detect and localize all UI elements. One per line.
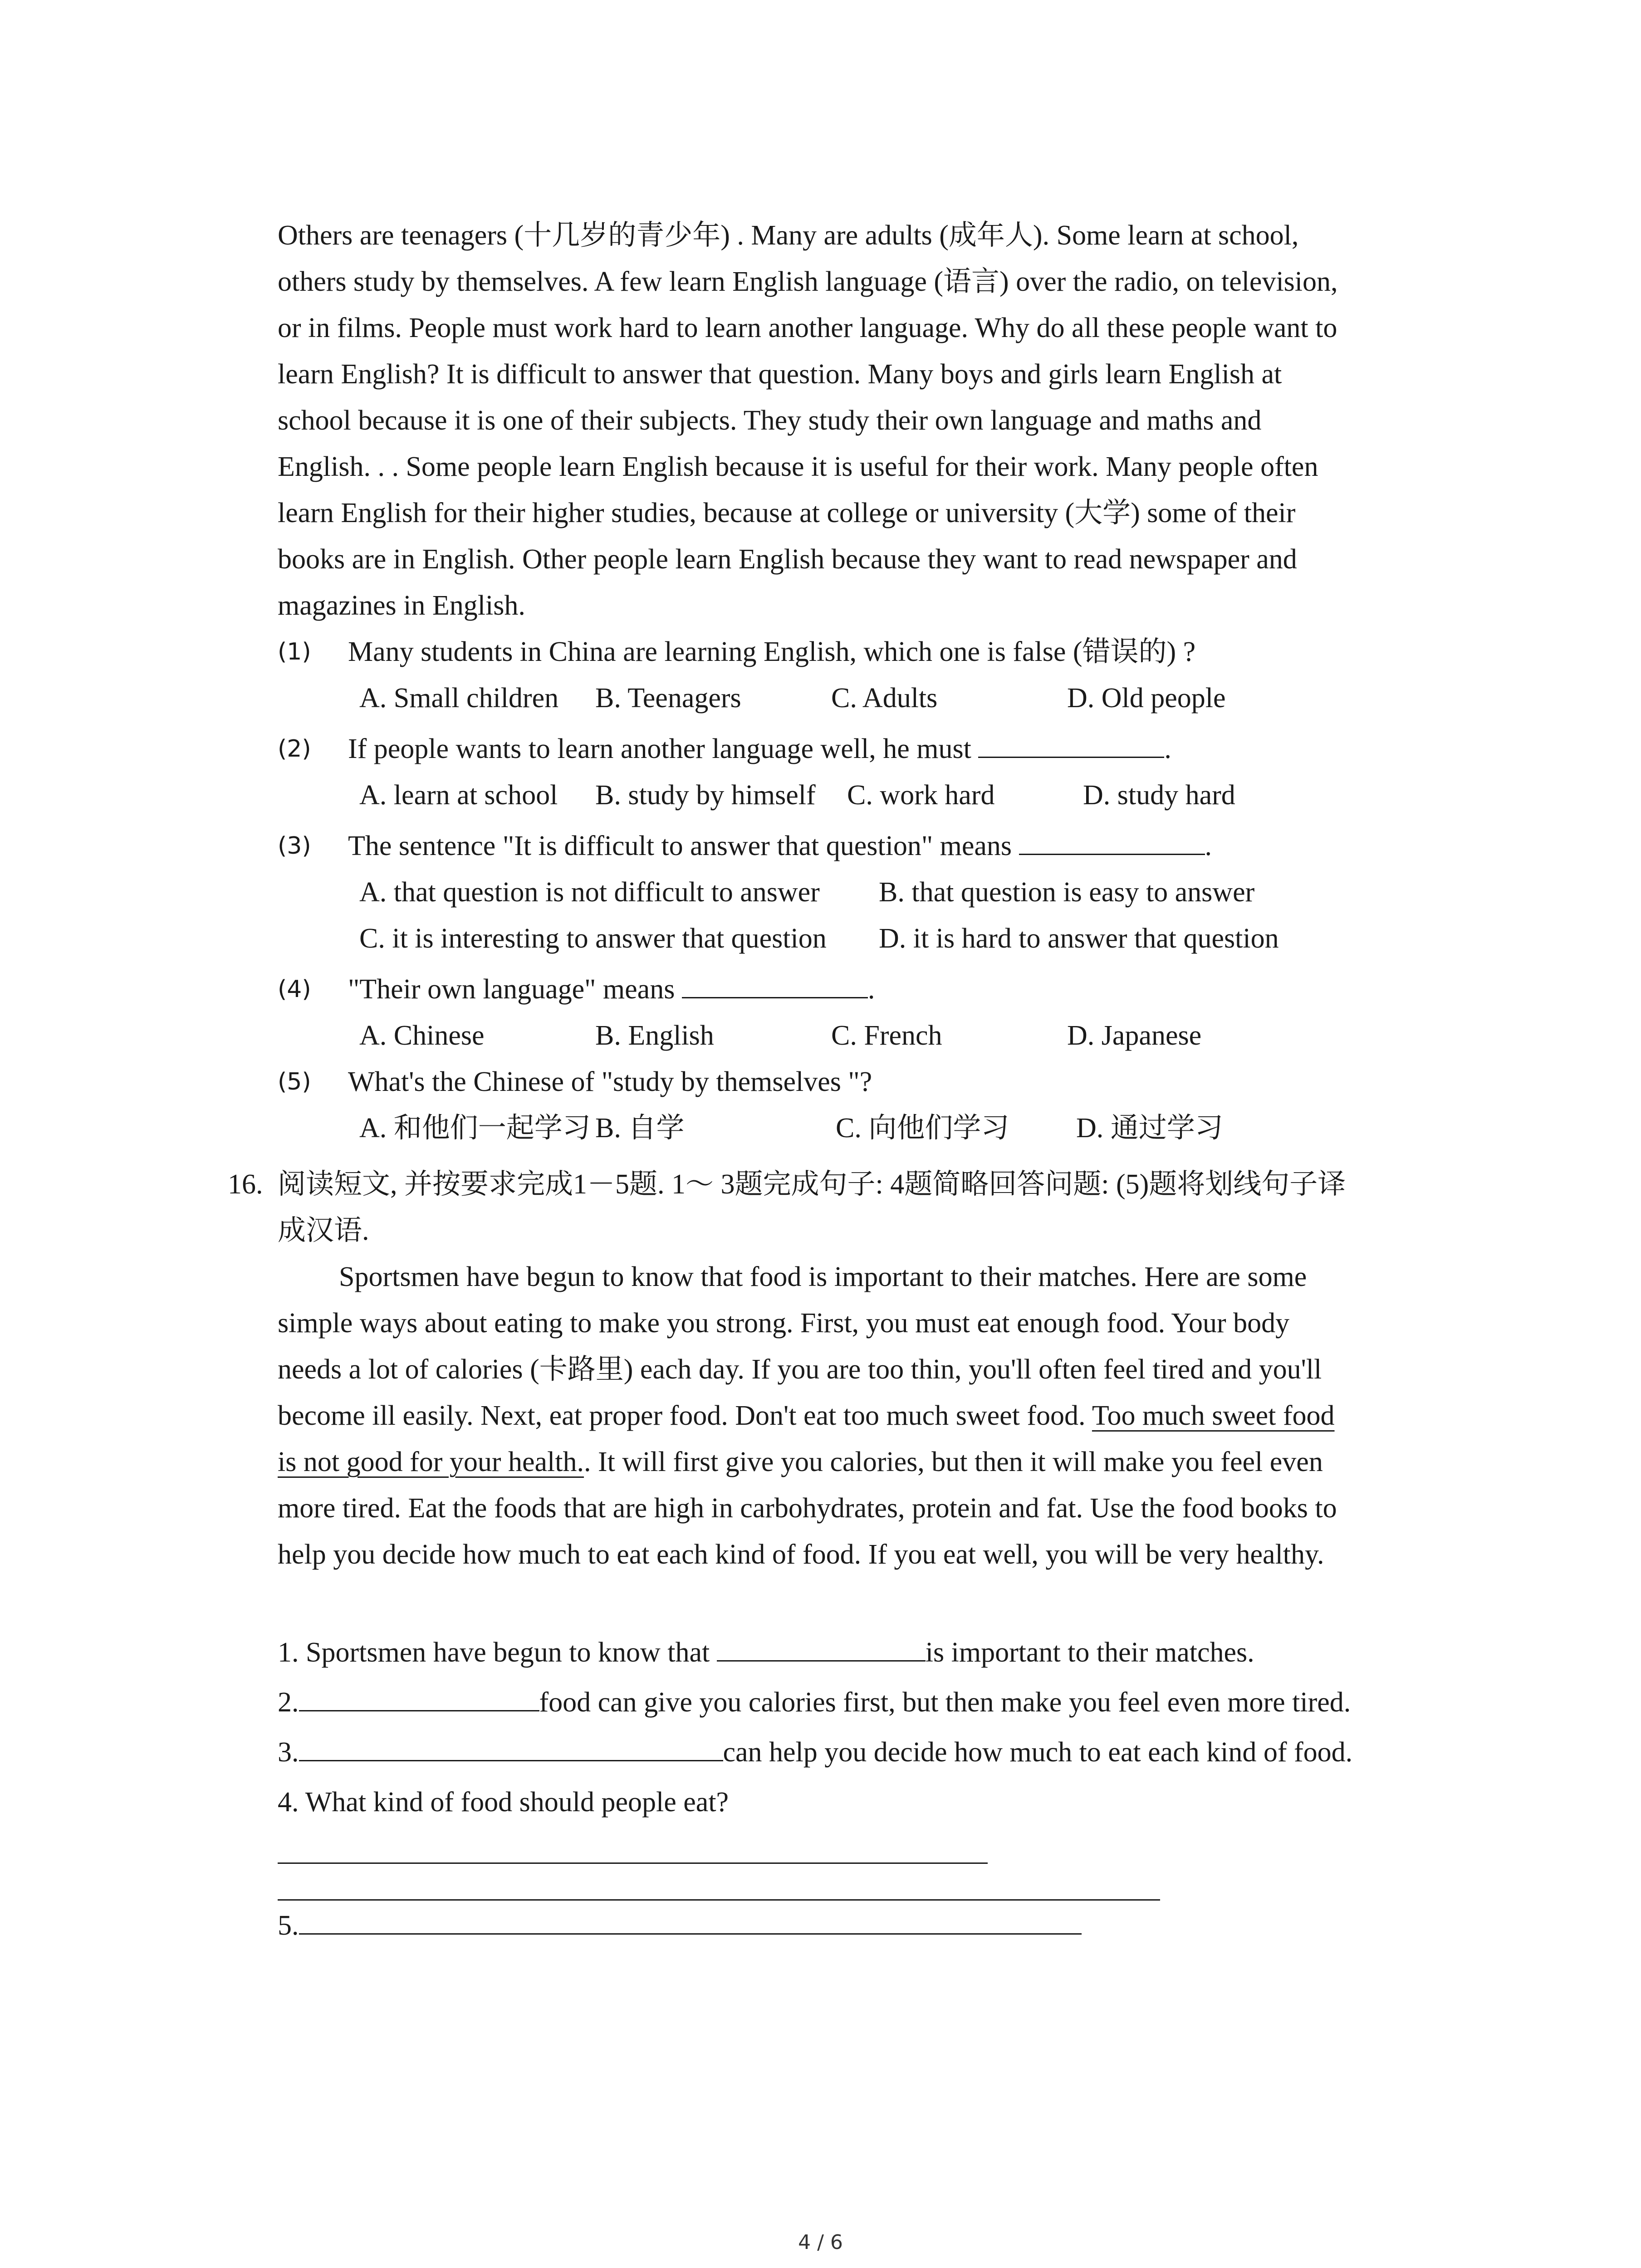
passage-line: simple ways about eating to make you strong. First, you must eat enough food. Your body [278,1308,1290,1339]
passage-line: is not good for your health.. It will first give you calories, but then it will make you feel even [278,1447,1323,1477]
passage-line: Others are teenagers (十几岁的青少年) . Many are adults (成年人). Some learn at school, [278,220,1299,251]
options-row [348,675,1466,721]
answer-blank[interactable] [299,1735,723,1761]
option-d[interactable]: D. Japanese [1067,1020,1202,1051]
question-number: (4) [278,976,311,1003]
option-a[interactable]: A. Chinese [359,1020,485,1051]
page-content [228,212,1466,1950]
answer-line[interactable] [278,1827,988,1864]
question-text: "Their own language" means . [348,966,1466,1012]
passage-line: or in films. People must work hard to learn another language. Why do all these people want to [278,313,1337,343]
fill-question-2: 2. food can give you calories first, but then make you feel even more tired. [278,1677,1466,1727]
option-a[interactable]: A. learn at school [359,780,558,811]
passage-line: become ill easily. Next, eat proper food. Don't eat too much sweet food. Too much sweet food [278,1400,1335,1431]
instruction-line: 阅读短文, 并按要求完成1－5题. 1～ 3题完成句子: 4题简略回答问题: (5)题将划线句子译 [278,1169,1346,1200]
option-d[interactable]: D. study hard [1083,780,1235,811]
option-d[interactable]: D. it is hard to answer that question [879,923,1279,954]
passage-line: English. . . Some people learn English because it is useful for their work. Many people often [278,451,1318,482]
answer-blank[interactable] [299,1908,1082,1935]
section-number: 16. [228,1169,263,1200]
question-1 [278,629,1466,721]
answer-line[interactable] [278,1864,1160,1901]
answer-blank[interactable] [1019,828,1205,855]
reading-passage-2 [278,1254,1466,1578]
question-text: The sentence "It is difficult to answer that question" means . [348,823,1466,869]
option-b[interactable]: B. 自学 [595,1113,685,1144]
passage-line: more tired. Eat the foods that are high in carbohydrates, protein and fat. Use the food books to [278,1493,1337,1524]
option-b[interactable]: B. Teenagers [595,683,741,714]
question-text: Many students in China are learning English, which one is false (错误的) ? [348,636,1196,667]
option-c[interactable]: C. Adults [831,683,938,714]
passage-line: school because it is one of their subjects. They study their own language and maths and [278,405,1262,436]
option-a[interactable]: A. 和他们一起学习 [359,1113,591,1144]
question-number: (2) [278,735,311,763]
fill-question-4: 4. What kind of food should people eat? [278,1787,729,1818]
option-d[interactable]: D. Old people [1067,683,1226,714]
option-c[interactable]: C. French [831,1020,942,1051]
passage-line: books are in English. Other people learn English because they want to read newspaper and [278,544,1297,575]
instruction-line: 成汉语. [278,1215,369,1246]
question-2 [278,726,1466,818]
question-4 [278,966,1466,1059]
question-3 [278,823,1466,962]
question-number: (3) [278,832,311,860]
fill-question-5: 5. [278,1901,1466,1950]
question-5 [278,1059,1466,1151]
options-row [348,915,1466,962]
option-a[interactable]: A. Small children [359,683,559,714]
answer-blank[interactable] [299,1685,539,1711]
question-number: (1) [278,638,311,665]
reading-passage-1 [278,212,1466,629]
answer-blank[interactable] [717,1635,926,1662]
passage-line: needs a lot of calories (卡路里) each day. If you are too thin, you'll often feel tired and you'll [278,1354,1322,1385]
underlined-sentence: is not good for your health. [278,1447,584,1477]
passage-line: Sportsmen have begun to know that food is important to their matches. Here are some [339,1261,1307,1292]
options-row [348,1012,1466,1059]
underlined-sentence: Too much sweet food [1092,1400,1335,1431]
option-c[interactable]: C. work hard [847,780,995,811]
option-c[interactable]: C. it is interesting to answer that question [359,923,827,954]
answer-blank[interactable] [978,731,1164,758]
option-b[interactable]: B. English [595,1020,714,1051]
option-a[interactable]: A. that question is not difficult to answer [359,877,820,908]
fill-question-3: 3. can help you decide how much to eat each kind of food. [278,1727,1466,1777]
option-d[interactable]: D. 通过学习 [1076,1113,1223,1144]
answer-blank[interactable] [682,972,868,998]
page-number: 4 / 6 [798,2231,843,2254]
option-c[interactable]: C. 向他们学习 [836,1113,1009,1144]
options-row [348,772,1466,818]
passage-line: learn English? It is difficult to answer that question. Many boys and girls learn English at [278,359,1282,390]
question-number: (5) [278,1068,311,1095]
fill-question-1: 1. Sportsmen have begun to know that is important to their matches. [278,1628,1466,1677]
passage-line: magazines in English. [278,590,525,621]
options-row [348,869,1466,915]
option-b[interactable]: B. that question is easy to answer [879,877,1255,908]
question-text: If people wants to learn another language well, he must . [348,726,1466,772]
fill-in-questions [278,1628,1466,1950]
passage-line: learn English for their higher studies, because at college or university (大学) some of their [278,498,1296,528]
question-text: What's the Chinese of "study by themselves "? [348,1066,872,1097]
options-row [348,1105,1466,1151]
option-b[interactable]: B. study by himself [595,780,816,811]
passage-line: help you decide how much to eat each kind of food. If you eat well, you will be very healthy. [278,1539,1324,1570]
section-16-instructions [228,1161,1466,1254]
passage-line: others study by themselves. A few learn English language (语言) over the radio, on television, [278,266,1338,297]
